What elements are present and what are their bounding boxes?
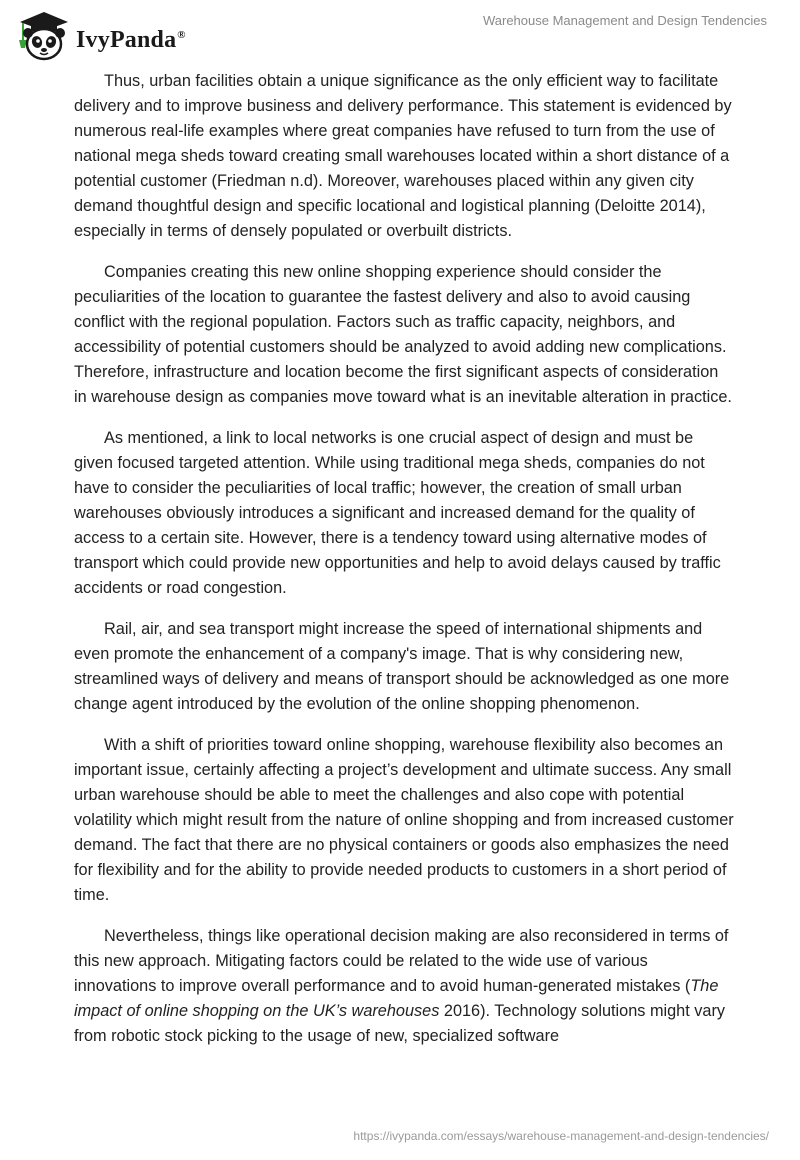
- paragraph-text: Nevertheless, things like operational decision making are also reconsidered in terms of this new approach. Mitigating factors could be related to the wide use of various innovations to improve overall performance and to avoid human-generated mistakes (: [74, 927, 729, 995]
- paragraph: Companies creating this new online shopping experience should consider the peculiarities of the location to guarantee the fastest delivery and also to avoid causing conflict with the regional population. Factors such as traffic capacity, neighbors, and accessibility of potential customers should be analyzed to avoid adding new complications. Therefore, infrastructure and location become the first significant aspects of consideration in warehouse design as companies move toward what is an inevitable alteration in practice.: [74, 263, 732, 406]
- paragraph: As mentioned, a link to local networks is one crucial aspect of design and must be given focused targeted attention. While using traditional mega sheds, companies do not have to consider the peculiarities of local traffic; however, the creation of small urban warehouses obviously introduces a significant and increased demand for the quality of access to a certain site. However, there is a tendency toward using alternative modes of transport which could provide new opportunities and help to avoid delays caused by traffic accidents or road congestion.: [74, 429, 721, 597]
- paragraph-text: 2016). Technology solutions might vary from robotic stock picking to the usage of new, specialized software: [74, 1002, 726, 1045]
- panda-graduation-cap-icon: [14, 8, 74, 69]
- registered-mark: ®: [177, 29, 186, 41]
- paragraph: [74, 924, 734, 1049]
- logo[interactable]: [14, 8, 186, 69]
- paragraph: Rail, air, and sea transport might increase the speed of international shipments and even promote the enhancement of a company's image. That is why considering new, streamlined ways of delivery and means of transport should be acknowledged as one more change agent introduced by the evolution of the online shopping phenomenon.: [74, 620, 730, 713]
- paragraph: With a shift of priorities toward online shopping, warehouse flexibility also becomes an important issue, certainly affecting a project’s development and ultimate success. Any small urban warehouse should be able to meet the challenges and also cope with potential volatility which might result from the nature of online shopping and from increased customer demand. The fact that there are no physical containers or goods also emphasizes the need for flexibility and for the ability to provide needed products to customers in a short period of time.: [74, 736, 734, 904]
- logo-name: IvyPanda: [76, 27, 177, 53]
- paragraph: Thus, urban facilities obtain a unique significance as the only efficient way to facilitate delivery and to improve business and delivery performance. This statement is evidenced by numerous real-life examples where great companies have refused to turn from the use of national mega sheds toward creating small warehouses located within a short distance of a potential customer (Friedman n.d). Moreover, warehouses placed within any given city demand thoughtful design and specific locational and logistical planning (Deloitte 2014), especially in terms of densely populated or overbuilt districts.: [74, 72, 732, 240]
- document-title: Warehouse Management and Design Tendencies: [482, 13, 767, 28]
- page-url[interactable]: https://ivypanda.com/essays/warehouse-management-and-design-tendencies/: [353, 1129, 769, 1143]
- logo-text: [76, 27, 186, 54]
- citation-title: The impact of online shopping on the UK’s warehouses: [74, 977, 719, 1020]
- essay-body: [74, 69, 734, 1065]
- page-header: [0, 0, 800, 70]
